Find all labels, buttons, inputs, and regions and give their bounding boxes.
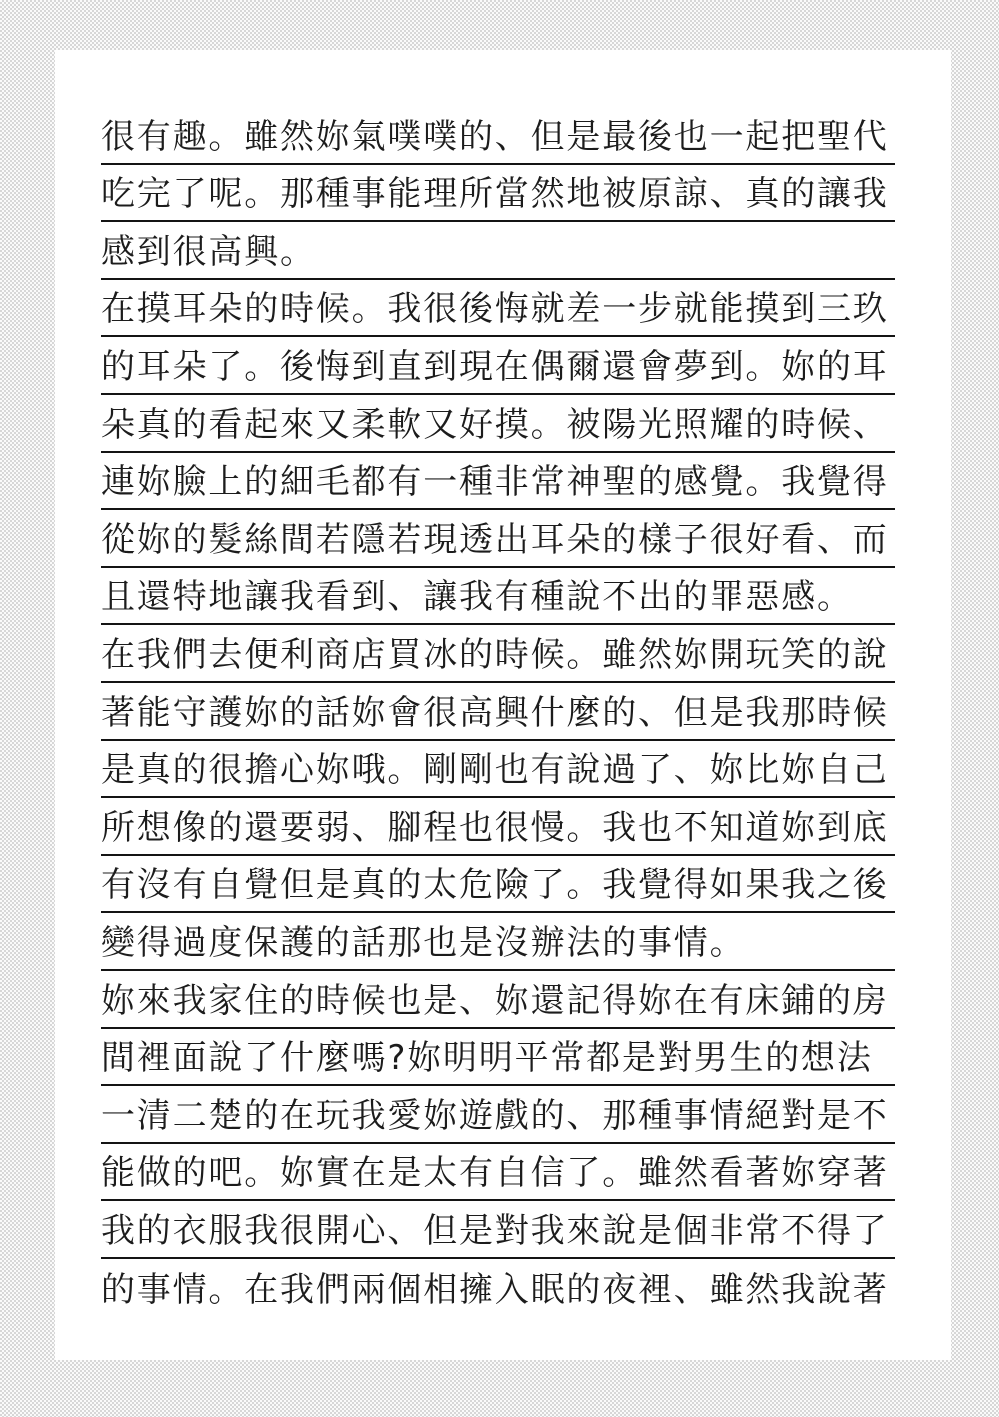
text-line: 能做的吧。妳實在是太有自信了。雖然看著妳穿著 <box>101 1144 895 1202</box>
text-line: 在我們去便利商店買冰的時候。雖然妳開玩笑的說 <box>101 625 895 683</box>
text-line: 朵真的看起來又柔軟又好摸。被陽光照耀的時候、 <box>101 395 895 453</box>
text-line: 是真的很擔心妳哦。剛剛也有說過了、妳比妳自己 <box>101 741 895 799</box>
letter-page <box>55 50 951 1360</box>
text-line: 吃完了呢。那種事能理所當然地被原諒、真的讓我 <box>101 165 895 223</box>
text-line: 所想像的還要弱、腳程也很慢。我也不知道妳到底 <box>101 798 895 856</box>
text-line: 著能守護妳的話妳會很高興什麼的、但是我那時候 <box>101 683 895 741</box>
text-line: 在摸耳朵的時候。我很後悔就差一步就能摸到三玖 <box>101 280 895 338</box>
text-line: 我的衣服我很開心、但是對我來說是個非常不得了 <box>101 1201 895 1259</box>
text-line: 連妳臉上的細毛都有一種非常神聖的感覺。我覺得 <box>101 453 895 511</box>
text-line: 有沒有自覺但是真的太危險了。我覺得如果我之後 <box>101 856 895 914</box>
text-line: 從妳的髮絲間若隱若現透出耳朵的樣子很好看、而 <box>101 510 895 568</box>
text-line: 間裡面說了什麼嗎?妳明明平常都是對男生的想法 <box>101 1029 895 1087</box>
text-line: 感到很高興。 <box>101 222 895 280</box>
letter-text-area <box>101 107 895 1316</box>
text-line: 妳來我家住的時候也是、妳還記得妳在有床鋪的房 <box>101 971 895 1029</box>
text-line: 且還特地讓我看到、讓我有種說不出的罪惡感。 <box>101 568 895 626</box>
text-line: 很有趣。雖然妳氣噗噗的、但是最後也一起把聖代 <box>101 107 895 165</box>
text-line: 一清二楚的在玩我愛妳遊戲的、那種事情絕對是不 <box>101 1086 895 1144</box>
text-line: 變得過度保護的話那也是沒辦法的事情。 <box>101 913 895 971</box>
text-line: 的事情。在我們兩個相擁入眠的夜裡、雖然我說著 <box>101 1270 889 1311</box>
text-line: 的耳朵了。後悔到直到現在偶爾還會夢到。妳的耳 <box>101 337 895 395</box>
